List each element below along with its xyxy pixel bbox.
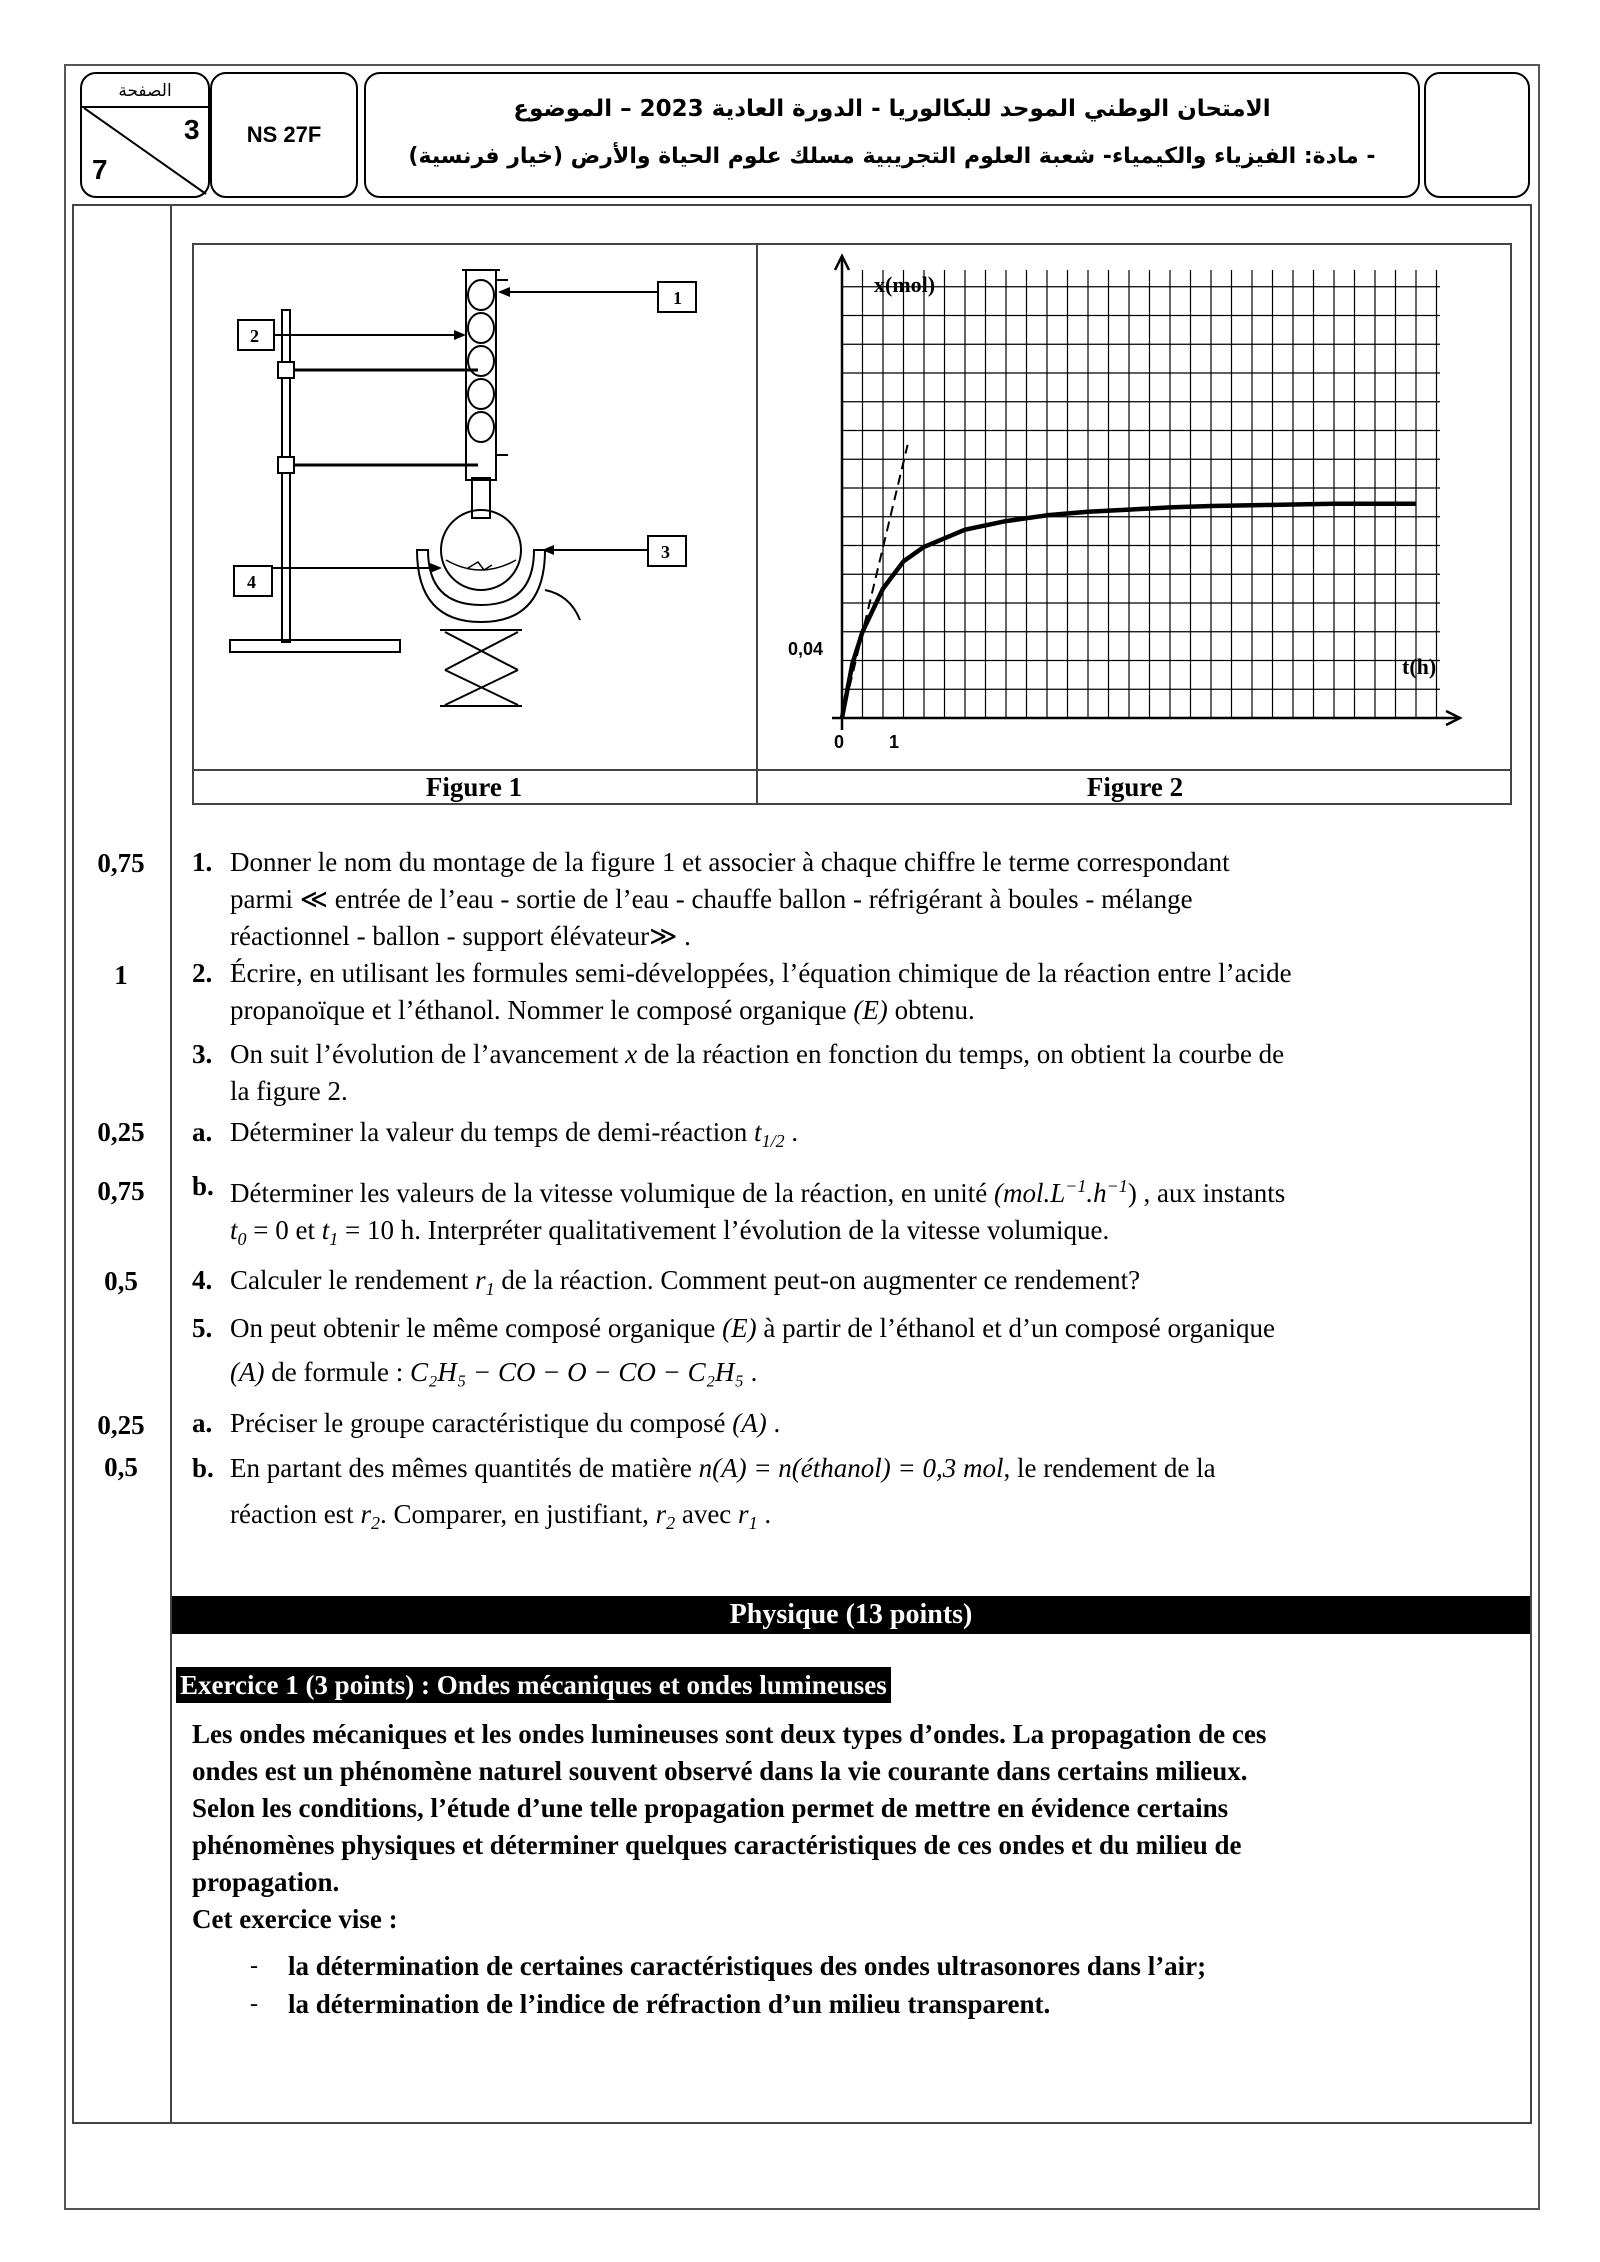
figures-divider bbox=[756, 243, 758, 805]
chart-grid bbox=[842, 270, 1440, 718]
question-3b bbox=[192, 1168, 1512, 1258]
q5a-letter: a. bbox=[192, 1408, 213, 1438]
q3a-sub: 1/2 bbox=[761, 1131, 785, 1151]
page-number-box bbox=[80, 72, 210, 198]
q3b-t0: t bbox=[230, 1215, 238, 1245]
question-4 bbox=[192, 1262, 1512, 1302]
bullet-marker-2: - bbox=[250, 1991, 258, 2017]
objective-1: la détermination de certaines caractéristiques des ondes ultrasonores dans l’air; bbox=[288, 1951, 1207, 1981]
q1-line1: Donner le nom du montage de la figure 1 et associer à chaque chiffre le terme correspondant bbox=[230, 847, 1230, 877]
page-label: الصفحة bbox=[82, 78, 208, 108]
q3a-t: t bbox=[754, 1117, 762, 1147]
q3b-line1: Déterminer les valeurs de la vitesse volumique de la réaction, en unité bbox=[230, 1178, 988, 1208]
q3-x: x bbox=[625, 1039, 638, 1069]
q3b-line2-end: . Interpréter qualitativement l’évolution de la vitesse volumique. bbox=[414, 1215, 1110, 1245]
q3b-sub1: 1 bbox=[329, 1229, 339, 1249]
exam-code: NS 27F bbox=[246, 122, 322, 147]
q5b-sub2: 2 bbox=[370, 1513, 380, 1533]
q3b-sub0: 0 bbox=[237, 1229, 247, 1249]
intro-line-6: Cet exercice vise : bbox=[192, 1904, 398, 1934]
objective-2: la détermination de l’indice de réfraction d’un milieu transparent. bbox=[288, 1989, 1051, 2019]
exam-title-line1: الامتحان الوطني الموحد للبكالوريا - الدورة العادية 2023 – الموضوع bbox=[513, 96, 1271, 122]
q2-compound-E: (E) bbox=[853, 995, 888, 1025]
question-3a: a. Déterminer la valeur du temps de demi-réaction $t_{1/2}$ . bbox=[192, 1114, 1512, 1154]
q4-sub1: 1 bbox=[485, 1279, 495, 1299]
points-q4: 0,5 bbox=[104, 1266, 138, 1296]
exam-title-box bbox=[364, 72, 1420, 198]
lab-jack bbox=[440, 630, 522, 706]
q1-line3: réactionnel - ballon - support élévateur≫ . bbox=[230, 921, 691, 951]
page-total: 7 bbox=[92, 154, 108, 185]
intro-line-4: phénomènes physiques et déterminer quelques caractéristiques de ces ondes et du milieu de bbox=[192, 1830, 1242, 1860]
stand-rod bbox=[282, 310, 290, 642]
chart-axes bbox=[832, 256, 1460, 730]
page-current: 3 bbox=[184, 114, 200, 145]
intro-line-1: Les ondes mécaniques et les ondes lumineuses sont deux types d’ondes. La propagation de ces bbox=[192, 1719, 1267, 1749]
q5b-r2b: r bbox=[655, 1499, 667, 1529]
q5a-text: Préciser le groupe caractéristique du composé bbox=[230, 1408, 726, 1438]
q3b-t1-value: = 10 h bbox=[345, 1215, 415, 1245]
q5-line2: de formule : bbox=[271, 1357, 404, 1387]
header-right-box bbox=[1424, 72, 1530, 198]
question-5a: a. Préciser le groupe caractéristique du composé (A) . bbox=[192, 1405, 1512, 1445]
q3b-letter: b. bbox=[192, 1171, 214, 1201]
q3b-sup2: −1 bbox=[1106, 1176, 1128, 1196]
q4-r: r bbox=[475, 1265, 486, 1295]
q5b-avec: avec bbox=[681, 1499, 732, 1529]
q5-number: 5. bbox=[192, 1313, 213, 1343]
stand-base bbox=[230, 640, 400, 652]
q5b-line2: réaction est bbox=[230, 1499, 354, 1529]
q4-text: Calculer le rendement bbox=[230, 1265, 469, 1295]
points-q5b: 0,5 bbox=[104, 1452, 138, 1482]
q3a-letter: a. bbox=[192, 1117, 213, 1147]
q3b-t0-value: = 0 et bbox=[253, 1215, 315, 1245]
q3-line1-end: de la réaction en fonction du temps, on obtient la courbe de bbox=[643, 1039, 1285, 1069]
round-flask bbox=[441, 478, 521, 590]
q3-line2: la figure 2. bbox=[230, 1076, 348, 1106]
figure2-caption: Figure 2 bbox=[1086, 772, 1184, 802]
points-q3a: 0,25 bbox=[97, 1117, 145, 1147]
x-tick-label-1: 1 bbox=[889, 732, 900, 752]
points-column-divider bbox=[170, 204, 172, 2124]
ball-condenser bbox=[462, 270, 508, 480]
q4-text-end: de la réaction. Comment peut-on augmenter ce rendement? bbox=[501, 1265, 1141, 1295]
q4-number: 4. bbox=[192, 1265, 213, 1295]
question-1 bbox=[192, 844, 1512, 964]
y-tick-label: 0,04 bbox=[788, 639, 824, 659]
q5-formula: C₂H₅ − CO − O − CO − C₂H₅ bbox=[409, 1357, 744, 1387]
q5-A: (A) bbox=[230, 1357, 265, 1387]
q3b-line1-end: ) , aux instants bbox=[1127, 1178, 1286, 1208]
q5-line1-end: à partir de l’éthanol et d’un composé organique bbox=[763, 1313, 1275, 1343]
q5b-letter: b. bbox=[192, 1453, 214, 1483]
q3b-unit: (mol.L bbox=[993, 1178, 1066, 1208]
intro-line-3: Selon les conditions, l’étude d’une telle propagation permet de mettre en évidence certains bbox=[192, 1793, 1229, 1823]
points-q2: 1 bbox=[114, 960, 128, 990]
label-2: 2 bbox=[250, 326, 259, 346]
q5b-line1: En partant des mêmes quantités de matière bbox=[230, 1453, 692, 1483]
figure1-apparatus bbox=[200, 250, 750, 760]
points-q5a: 0,25 bbox=[97, 1410, 145, 1440]
q1-line2: parmi ≪ entrée de l’eau - sortie de l’eau - chauffe ballon - réfrigérant à boules - mélange bbox=[230, 884, 1193, 914]
q3b-unit2: .h bbox=[1086, 1178, 1107, 1208]
label-3: 3 bbox=[661, 542, 670, 562]
q5b-sub1: 1 bbox=[748, 1513, 758, 1533]
q3-number: 3. bbox=[192, 1039, 213, 1069]
exam-code-box bbox=[210, 72, 358, 198]
q5b-r1: r bbox=[738, 1499, 749, 1529]
physique-banner: Physique (13 points) bbox=[172, 1596, 1530, 1634]
q1-number: 1. bbox=[192, 847, 213, 877]
q5b-r2: r bbox=[360, 1499, 371, 1529]
bullet-marker-1: - bbox=[250, 1953, 258, 1979]
label-1: 1 bbox=[673, 288, 682, 308]
q3b-sup1: −1 bbox=[1065, 1176, 1087, 1196]
q3a-text: Déterminer la valeur du temps de demi-réaction bbox=[230, 1117, 748, 1147]
question-2 bbox=[192, 955, 1512, 1035]
figure1-caption: Figure 1 bbox=[425, 772, 523, 802]
q5b-line1-end: , le rendement de la bbox=[1003, 1453, 1216, 1483]
q3b-t1: t bbox=[321, 1215, 330, 1245]
points-q1: 0,75 bbox=[97, 848, 145, 878]
q5-line1: On peut obtenir le même composé organique bbox=[230, 1313, 716, 1343]
q5b-compare: . Comparer, en justifiant, bbox=[379, 1499, 649, 1529]
q2-number: 2. bbox=[192, 958, 213, 988]
figure2-chart bbox=[770, 250, 1500, 760]
exercise-intro bbox=[192, 1716, 1492, 1938]
x-axis-label: t(h) bbox=[1402, 654, 1437, 679]
label-4: 4 bbox=[247, 572, 256, 592]
intro-line-5: propagation. bbox=[192, 1867, 340, 1897]
x-tick-label-0: 0 bbox=[834, 732, 845, 752]
q5b-equation: n(A) = n(éthanol) = 0,3 mol bbox=[698, 1453, 1004, 1483]
question-5: 5. On peut obtenir le même composé organique (E) à partir de l’éthanol et d’un composé organique (A) de formule : C₂H₅ − CO − O − CO − C₂H₅ . bbox=[192, 1310, 1512, 1400]
q3-line1: On suit l’évolution de l’avancement bbox=[230, 1039, 619, 1069]
q2-line1: Écrire, en utilisant les formules semi-développées, l’équation chimique de la réaction entre l’acide bbox=[230, 958, 1292, 988]
q2-line2: propanoïque et l’éthanol. Nommer le composé organique bbox=[230, 995, 847, 1025]
y-axis-label: x(mol) bbox=[874, 272, 936, 297]
q5a-A: (A) bbox=[732, 1408, 767, 1438]
question-3 bbox=[192, 1036, 1512, 1116]
q5-E: (E) bbox=[722, 1313, 757, 1343]
q5b-sub2b: 2 bbox=[666, 1513, 676, 1533]
points-q3b: 0,75 bbox=[97, 1176, 145, 1206]
q2-line2-end: obtenu. bbox=[894, 995, 975, 1025]
intro-line-2: ondes est un phénomène naturel souvent observé dans la vie courante dans certains milieux. bbox=[192, 1756, 1248, 1786]
exam-title-line2: - مادة: الفيزياء والكيمياء- شعبة العلوم التجريبية مسلك علوم الحياة والأرض (خيار فرنسية) bbox=[408, 144, 1376, 169]
exercise-title: Exercice 1 (3 points) : Ondes mécaniques et ondes lumineuses bbox=[176, 1667, 891, 1703]
question-5b: b. En partant des mêmes quantités de matière n(A) = n(éthanol) = 0,3 mol, le rendement de la réaction est $r_2$. Comparer, en justifiant, $r_2$ avec $r_1$ . bbox=[192, 1450, 1512, 1540]
